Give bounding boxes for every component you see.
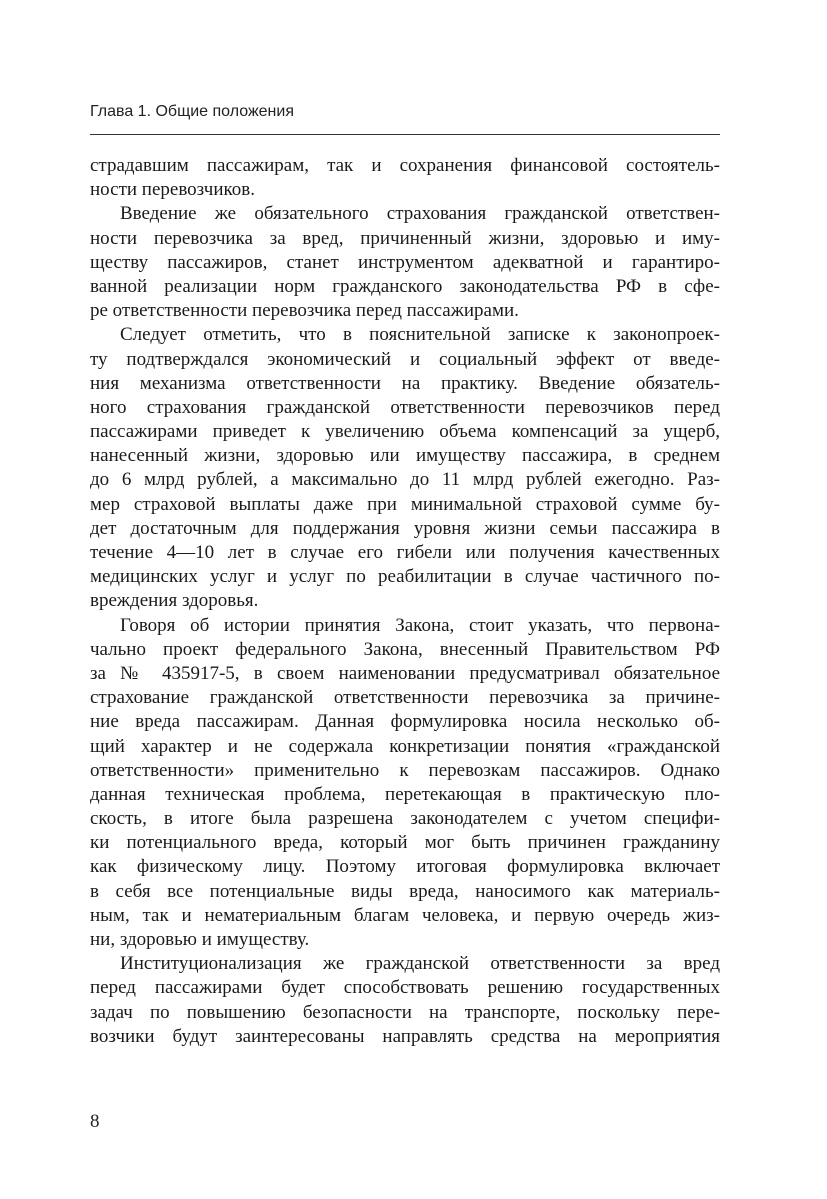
text-line: страдавшим пассажирам, так и сохранения финансовой состоятель- [90,155,720,176]
text-line: возчики будут заинтересованы направлять средства на мероприятия [90,1025,720,1047]
text-line: за № 435917-5, в своем наименовании предусматривал обязательное [90,662,720,684]
text-line: течение 4—10 лет в случае его гибели или получения качественных [90,542,720,563]
text-line: ответственности» применительно к перевозкам пассажиров. Однако [90,759,720,781]
text-line: ре ответственности перевозчика перед пассажирами. [90,300,519,322]
text-line: скость, в итоге была разрешена законодателем с учетом специфи- [90,808,720,830]
body-text [90,154,720,1049]
text-line: ни, здоровью и имуществу. [90,929,310,950]
text-line: задач по повышению безопасности на транспорте, поскольку пере- [90,1001,720,1023]
text-line: ки потенциального вреда, который мог быть причинен гражданину [90,832,720,854]
text-line: медицинских услуг и услуг по реабилитации в случае частичного по- [90,566,720,588]
text-line: ванной реализации норм гражданского законодательства РФ в сфе- [90,275,720,297]
text-line: чально проект федерального Закона, внесенный Правительством РФ [90,638,720,660]
text-line: мер страховой выплаты даже при минимальной страховой сумме бу- [90,493,720,515]
text-line: как физическому лицу. Поэтому итоговая формулировка включает [90,856,720,878]
text-line: нанесенный жизни, здоровью или имуществу пассажира, в среднем [90,445,720,467]
text-line: ности перевозчиков. [90,179,256,201]
running-head-title: Глава 1. Общие положения [90,103,294,120]
text-line: в себя все потенциальные виды вреда, наносимого как материаль- [90,880,720,902]
text-line: до 6 млрд рублей, а максимально до 11 млрд рублей ежегодно. Раз- [90,469,720,491]
text-line: ным, так и нематериальным благам человека, и первую очередь жиз- [90,904,720,926]
text-line: данная техническая проблема, перетекающая в практическую пло- [90,783,720,805]
text-line: ного страхования гражданской ответственности перевозчиков перед [90,396,720,418]
text-line: перед пассажирами будет способствовать решению государственных [90,977,720,999]
text-line: Следует отметить, что в пояснительной записке к законопроек- [120,324,720,346]
text-line: ности перевозчика за вред, причиненный жизни, здоровью и иму- [90,227,720,249]
text-line: ния механизма ответственности на практику. Введение обязатель- [90,372,720,394]
text-line: Говоря об истории принятия Закона, стоит указать, что первона- [120,614,720,636]
text-line: ние вреда пассажирам. Данная формулировка носила несколько об- [90,711,720,733]
text-line: щий характер и не содержала конкретизации понятия «гражданской [90,735,720,757]
page-number: 8 [90,1111,100,1132]
text-line: вреждения здоровья. [90,590,259,612]
header-divider [90,134,720,135]
text-line: пассажирами приведет к увеличению объема компенсаций за ущерб, [90,421,720,443]
text-line: дет достаточным для поддержания уровня жизни семьи пассажира в [90,517,720,539]
text-line: ществу пассажиров, станет инструментом адекватной и гарантиро- [90,251,720,273]
text-line: Введение же обязательного страхования гражданской ответствен- [120,203,720,225]
text-line: ту подтверждался экономический и социальный эффект от введе- [90,348,720,370]
text-line: страхование гражданской ответственности перевозчика за причине- [90,687,720,709]
text-line: Институционализация же гражданской ответственности за вред [120,953,720,975]
